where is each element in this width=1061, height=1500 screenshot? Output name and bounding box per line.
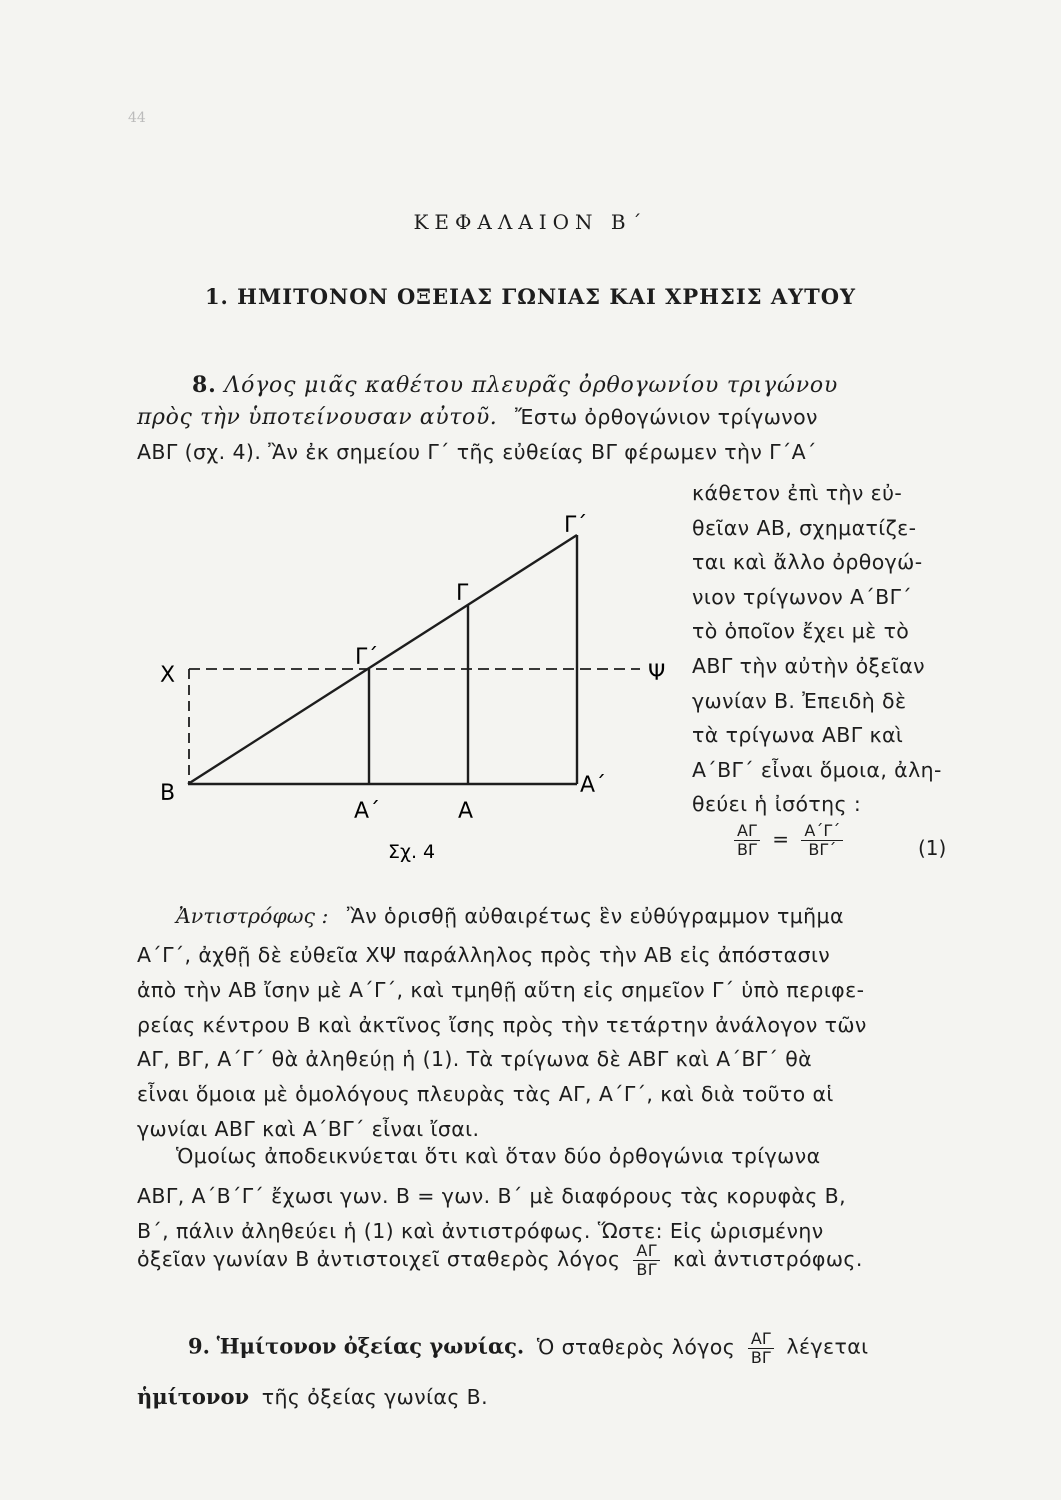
fraction-denominator: ΒΓ bbox=[737, 839, 757, 859]
sec9-term: ἡμίτονον bbox=[137, 1384, 250, 1409]
fraction-numerator: ΑΓ bbox=[748, 1330, 774, 1349]
converse-line: γωνίαι ΑΒΓ καὶ Α΄ΒΓ΄ εἶναι ἴσαι. bbox=[137, 1116, 480, 1141]
sec9-post: λέγεται bbox=[786, 1334, 869, 1359]
sec8-line2: ΑΒΓ (σχ. 4). Ἂν ἐκ σημείου Γ΄ τῆς εὐθείας ΒΓ φέρωμεν τὴν Γ΄Α΄ bbox=[137, 440, 817, 464]
converse-line1 bbox=[176, 904, 844, 928]
section-title: 1. ΗΜΙΤΟΝΟΝ ΟΞΕΙΑΣ ΓΩΝΙΑΣ ΚΑΙ ΧΡΗΣΙΣ ΑΥΤΟΥ bbox=[204, 284, 857, 309]
side-line: κάθετον ἐπὶ τὴν εὐ- bbox=[692, 481, 903, 505]
sec9-line2 bbox=[137, 1384, 488, 1409]
figure-caption: Σχ. 4 bbox=[388, 841, 436, 863]
converse-label: Ἀντιστρόφως : bbox=[176, 904, 329, 928]
sec8-line1-rest: Ἔστω ὀρθογώνιον τρίγωνον bbox=[515, 405, 818, 429]
label-a1: Α΄ bbox=[354, 799, 381, 824]
similarly-last-line bbox=[137, 1242, 863, 1278]
similarly-last-post: καὶ ἀντιστρόφως. bbox=[672, 1247, 863, 1272]
sec9-line2-rest: τῆς ὀξείας γωνίας Β. bbox=[261, 1385, 489, 1409]
similarly-paragraph bbox=[137, 1179, 846, 1249]
fraction-denominator: ΒΓ bbox=[750, 1347, 771, 1367]
side-line: θεύει ἡ ἰσότης : bbox=[692, 792, 862, 817]
similarly-line: Β΄, πάλιν ἀληθεύει ἡ (1) καὶ ἀντιστρόφως. Ὥστε: Εἰς ὡρισμένην bbox=[137, 1219, 824, 1243]
equals-sign: = bbox=[772, 826, 790, 851]
converse-line1-text: Ἂν ὁρισθῇ αὐθαιρέτως ἓν εὐθύγραμμον τμῆμα bbox=[346, 904, 844, 928]
label-x: Χ bbox=[160, 663, 176, 688]
side-line: ΑΒΓ τὴν αὐτὴν ὀξεῖαν bbox=[692, 653, 925, 678]
similarly-line: ΑΒΓ, Α΄Β΄Γ΄ ἔχωσι γων. Β = γων. Β΄ μὲ διαφόρους τὰς κορυφὰς Β, bbox=[137, 1184, 847, 1208]
label-g: Γ bbox=[456, 581, 469, 606]
label-b: Β bbox=[160, 781, 176, 806]
equation-right-fraction bbox=[801, 822, 843, 858]
converse-line: ΑΓ, ΒΓ, Α΄Γ΄ θὰ ἀληθεύῃ ἡ (1). Τὰ τρίγωνα δὲ ΑΒΓ καὶ Α΄ΒΓ΄ θὰ bbox=[137, 1047, 813, 1072]
label-g2-mid: Γ΄ bbox=[355, 645, 379, 670]
side-line: νιον τρίγωνον Α΄ΒΓ΄ bbox=[692, 584, 913, 609]
similarly-line1: Ὁμοίως ἀποδεικνύεται ὅτι καὶ ὅταν δύο ὀρθογώνια τρίγωνα bbox=[176, 1144, 821, 1168]
equation-left-fraction bbox=[734, 822, 760, 858]
converse-line: Α΄Γ΄, ἀχθῇ δὲ εὐθεῖα ΧΨ παράλληλος πρὸς τὴν ΑΒ εἰς ἀπόστασιν bbox=[137, 943, 831, 967]
similarly-last-pre: ὀξεῖαν γωνίαν Β ἀντιστοιχεῖ σταθερὸς λόγος bbox=[137, 1247, 621, 1272]
chapter-heading: ΚΕΦΑΛΑΙΟΝ Β΄ bbox=[413, 210, 648, 234]
sec9-fraction bbox=[748, 1330, 774, 1366]
side-line: τὰ τρίγωνα ΑΒΓ καὶ bbox=[692, 723, 904, 748]
equation-number: (1) bbox=[918, 836, 947, 860]
converse-paragraph bbox=[137, 938, 867, 1147]
fraction-denominator: ΒΓ bbox=[636, 1259, 658, 1279]
fraction-denominator: ΒΓ΄ bbox=[808, 839, 837, 859]
sec9-heading: Ἡμίτονον ὀξείας γωνίας. bbox=[216, 1333, 525, 1359]
converse-line: ἀπὸ τὴν ΑΒ ἴσην μὲ Α΄Γ΄, καὶ τμηθῇ αὕτη εἰς σημεῖον Γ΄ ὑπὸ περιφε- bbox=[137, 977, 865, 1002]
side-line: ται καὶ ἄλλο ὀρθογώ- bbox=[692, 550, 923, 575]
sec8-heading-cont: πρὸς τὴν ὑποτείνουσαν αὐτοῦ. bbox=[137, 405, 498, 430]
similarly-fraction bbox=[633, 1242, 660, 1278]
side-line: Α΄ΒΓ΄ εἶναι ὅμοια, ἀλη- bbox=[692, 757, 942, 782]
fraction-numerator: Α΄Γ΄ bbox=[801, 822, 843, 841]
hypotenuse-line bbox=[188, 535, 577, 784]
label-g1-top: Γ΄ bbox=[564, 513, 588, 538]
equation-1 bbox=[734, 822, 843, 858]
converse-line: ρείας κέντρου Β καὶ ἀκτῖνος ἴσης πρὸς τὴν τετάρτην ἀνάλογον τῶν bbox=[137, 1012, 867, 1037]
side-line: τὸ ὁποῖον ἔχει μὲ τὸ bbox=[692, 619, 910, 644]
label-psi: Ψ bbox=[648, 661, 666, 686]
sec9-line1 bbox=[188, 1330, 868, 1366]
sec8-heading-text: Λόγος μιᾶς καθέτου πλευρᾶς ὀρθογωνίου τριγώνου bbox=[224, 373, 839, 398]
page-number: 44 bbox=[128, 110, 146, 126]
sec9-number: 9. bbox=[188, 1333, 210, 1359]
side-line: θεῖαν ΑΒ, σχηματίζε- bbox=[692, 515, 917, 540]
side-line: γωνίαν Β. Ἐπειδὴ δὲ bbox=[692, 688, 907, 713]
converse-line: εἶναι ὅμοια μὲ ὁμολόγους πλευρὰς τὰς ΑΓ, Α΄Γ΄, καὶ διὰ τοῦτο αἱ bbox=[137, 1082, 834, 1107]
fraction-numerator: ΑΓ bbox=[633, 1242, 660, 1261]
sec9-pre: Ὁ σταθερὸς λόγος bbox=[536, 1334, 736, 1359]
label-a: Α bbox=[458, 799, 474, 824]
sec8-number: 8. bbox=[192, 372, 217, 398]
fraction-numerator: ΑΓ bbox=[734, 822, 760, 841]
label-a2: Α΄ bbox=[580, 773, 607, 798]
